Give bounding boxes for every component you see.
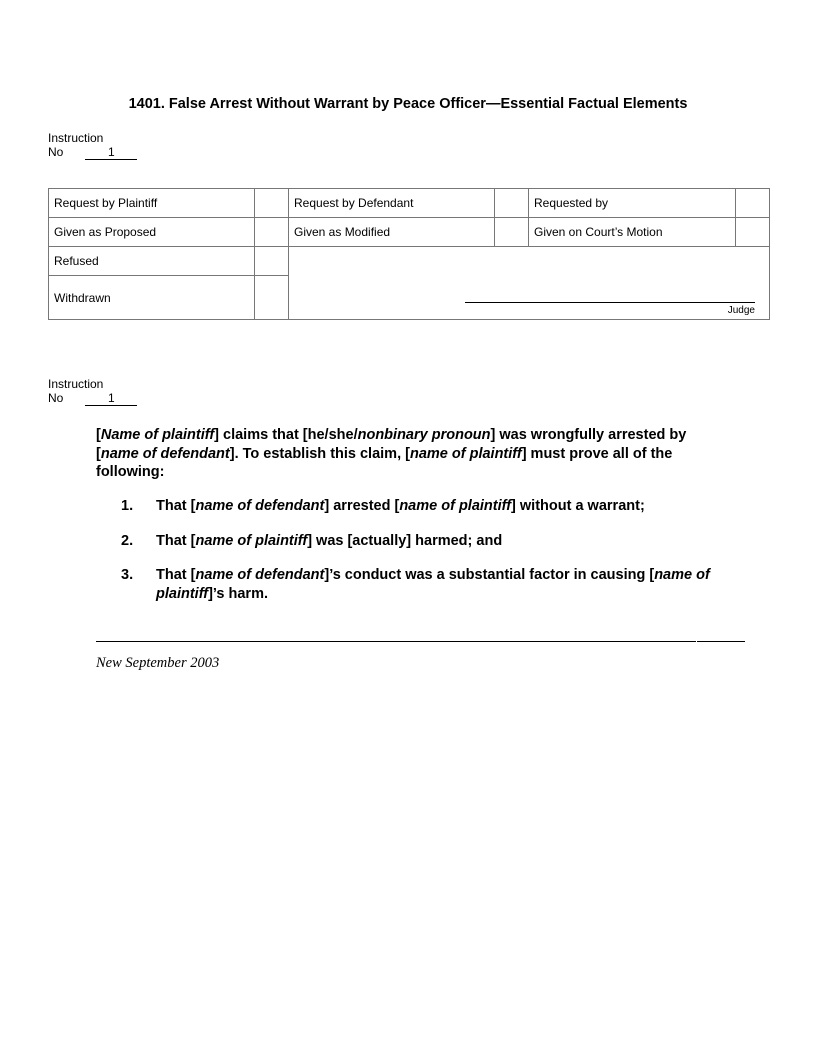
judge-signature-area [289, 247, 770, 320]
placeholder-name-of-plaintiff: name of plaintiff [195, 532, 308, 549]
intro-text: [ [96, 427, 101, 443]
request-by-defendant-label: Request by Defendant [289, 189, 495, 218]
instruction-no-value: 1 [85, 392, 137, 406]
element-text: That [name of plaintiff] was [actually] harmed; and [156, 532, 503, 549]
placeholder-name-of-plaintiff: name of plaintiff [156, 567, 710, 602]
instruction-no-value: 1 [85, 146, 137, 160]
judge-signature-line[interactable] [465, 302, 755, 303]
element-text: That [name of defendant] arrested [name of plaintiff] without a warrant; [156, 498, 645, 514]
element-item [96, 532, 736, 551]
document-title: 1401. False Arrest Without Warrant by Peace Officer—Essential Factual Elements [128, 96, 688, 112]
instruction-number-bottom [48, 377, 137, 406]
placeholder-name-of-defendant: name of defendant [195, 498, 325, 514]
given-as-modified-label: Given as Modified [289, 218, 495, 247]
element-text: That [name of defendant]’s conduct was a substantial factor in causing [name of plaintiff]’s harm. [156, 567, 710, 602]
intro-text: ] claims that [he/she/ [214, 427, 358, 443]
element-number: 2. [121, 532, 134, 549]
element-number: 3. [121, 567, 134, 583]
instruction-no-label: No [48, 391, 64, 405]
instruction-label: Instruction [48, 377, 104, 391]
instruction-label: Instruction [48, 131, 104, 145]
requested-by-checkbox[interactable] [736, 189, 770, 218]
request-by-defendant-checkbox[interactable] [495, 189, 529, 218]
withdrawn-checkbox[interactable] [255, 276, 289, 320]
section-divider-tail [697, 641, 745, 642]
given-on-courts-motion-label: Given on Court’s Motion [529, 218, 736, 247]
request-by-plaintiff-checkbox[interactable] [255, 189, 289, 218]
refused-label: Refused [49, 247, 255, 276]
judge-label: Judge [727, 305, 755, 316]
element-item [96, 497, 736, 516]
intro-text: ] must prove all of the following: [96, 445, 673, 480]
placeholder-name-of-plaintiff: name of plaintiff [399, 498, 512, 514]
request-by-plaintiff-label: Request by Plaintiff [49, 189, 255, 218]
placeholder-name-of-plaintiff: name of plaintiff [409, 445, 522, 462]
refused-checkbox[interactable] [255, 247, 289, 276]
placeholder-nonbinary-pronoun: nonbinary pronoun [357, 427, 491, 443]
essential-elements-list [96, 497, 736, 619]
element-number: 1. [121, 498, 134, 514]
given-as-proposed-checkbox[interactable] [255, 218, 289, 247]
placeholder-name-of-defendant: name of defendant [195, 567, 325, 583]
section-divider [96, 641, 696, 642]
given-on-courts-motion-checkbox[interactable] [736, 218, 770, 247]
intro-text: ]. To establish this claim, [ [229, 445, 410, 462]
placeholder-name-of-plaintiff: Name of plaintiff [100, 427, 215, 443]
intro-text: ] was wrongfully arrested by [ [96, 427, 687, 462]
given-as-modified-checkbox[interactable] [495, 218, 529, 247]
instruction-number-top [48, 131, 137, 160]
given-as-proposed-label: Given as Proposed [49, 218, 255, 247]
instruction-no-label: No [48, 145, 64, 159]
withdrawn-label: Withdrawn [49, 276, 255, 320]
history-note: New September 2003 [96, 655, 220, 671]
request-table [48, 188, 770, 320]
element-item [96, 566, 736, 603]
requested-by-label: Requested by [529, 189, 736, 218]
placeholder-name-of-defendant: name of defendant [100, 445, 230, 462]
instruction-intro [96, 426, 706, 482]
